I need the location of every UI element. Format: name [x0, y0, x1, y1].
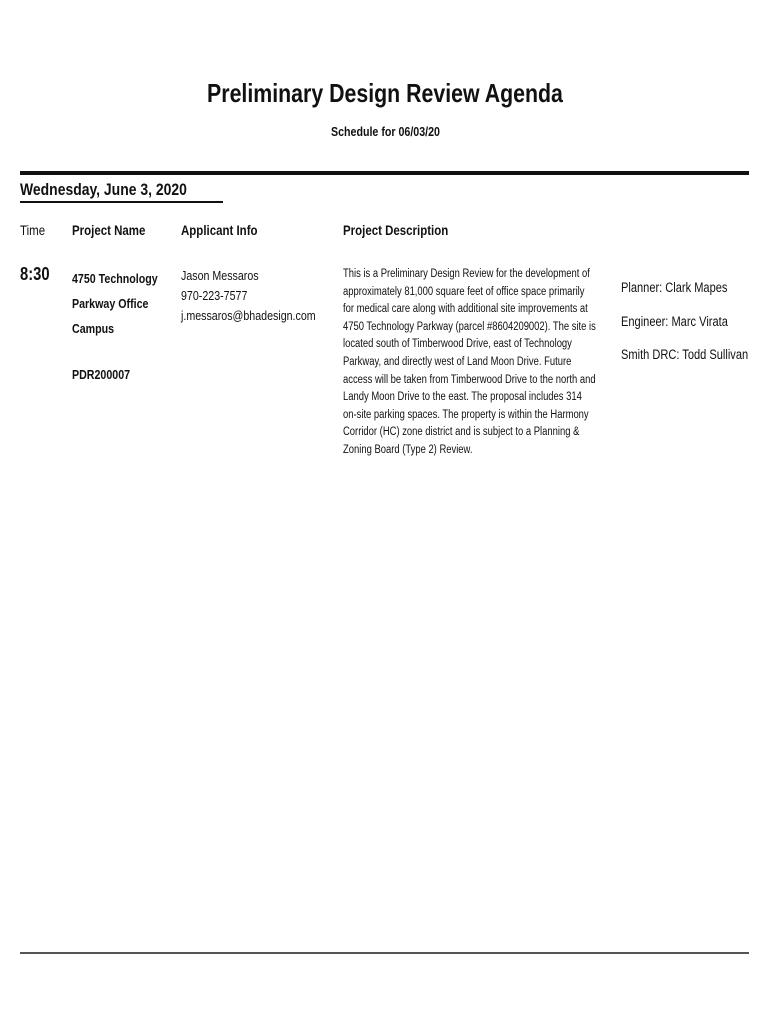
column-header-project-description — [343, 222, 471, 238]
applicant-phone: 970-223-7577 — [181, 288, 248, 303]
top-divider — [20, 171, 749, 175]
agenda-item-time-text: 8:30 — [20, 264, 50, 284]
applicant-email: j.messaros@bhadesign.com — [181, 308, 316, 323]
project-name-line: Parkway Office — [72, 296, 149, 311]
page-title — [0, 78, 770, 109]
staff-engineer: Engineer: Marc Virata — [621, 313, 728, 329]
agenda-item-description: This is a Preliminary Design Review for the development of approximately 81,000 square feet of office space primarily for medical care along with additional site improvements at 4750 Technology Parkway (parcel #8604209002). The site is located south of Timberwood Drive, east of Technology Parkway, and directly west of Land Moon Drive. Future access will be taken from Timberwood Drive to the north and Landy Moon Drive to the east. The proposal includes 314 on-site parking spaces. The property is within the Harmony Corridor (HC) zone district and is subject to a Planning & Zoning Board (Type 2) Review. — [343, 268, 596, 456]
day-heading — [20, 180, 223, 203]
project-name-line: Campus — [72, 321, 115, 336]
agenda-item-staff — [621, 271, 770, 372]
column-header-applicant-info-label: Applicant Info — [181, 222, 258, 238]
project-id-text: PDR200007 — [72, 367, 131, 382]
agenda-item-project-name — [72, 266, 172, 341]
day-heading-text — [20, 180, 223, 200]
schedule-subtitle-text: Schedule for 06/03/20 — [330, 124, 440, 139]
staff-drc: Smith DRC: Todd Sullivan — [621, 347, 749, 362]
schedule-subtitle — [0, 124, 770, 139]
applicant-name: Jason Messaros — [181, 268, 259, 283]
staff-planner: Planner: Clark Mapes — [621, 280, 728, 295]
bottom-divider — [20, 952, 749, 954]
agenda-item-time — [20, 264, 56, 285]
column-header-project-name — [72, 222, 161, 238]
project-name-line: 4750 Technology — [72, 271, 158, 286]
column-header-time — [20, 222, 51, 238]
column-header-project-name-label: Project Name — [72, 222, 146, 238]
page-title-text: Preliminary Design Review Agenda — [207, 78, 563, 108]
column-header-applicant-info — [181, 222, 274, 238]
column-header-time-label: Time — [20, 222, 46, 238]
column-header-project-description-label: Project Description — [343, 222, 449, 238]
agenda-item-applicant — [181, 266, 345, 326]
day-heading-label: Wednesday, June 3, 2020 — [20, 180, 187, 199]
agenda-item-project-id — [72, 367, 143, 382]
